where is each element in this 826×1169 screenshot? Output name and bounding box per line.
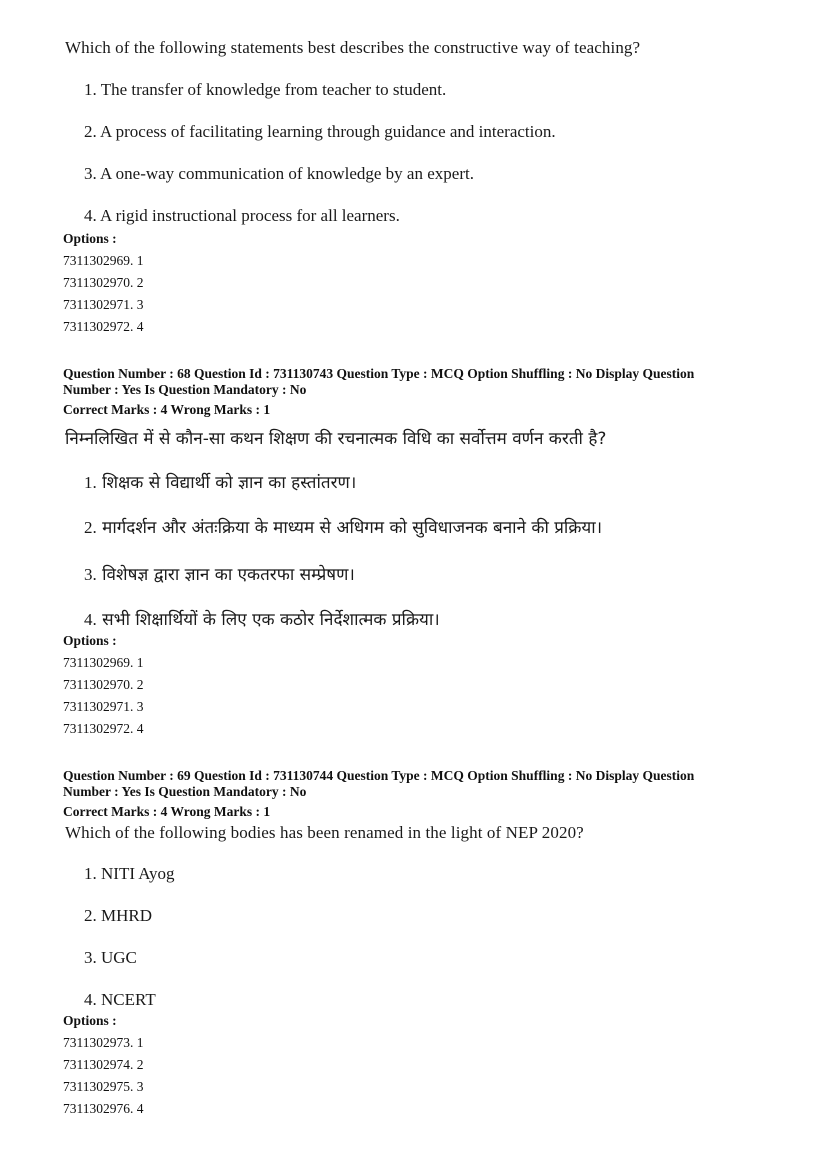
q69-option-3: 7311302975. 3: [63, 1079, 144, 1094]
q68-choice-1: [84, 470, 356, 493]
q68-choice-4-text: सभी शिक्षार्थियों के लिए एक कठोर निर्देशात्मक प्रक्रिया।: [102, 610, 440, 630]
q68-meta-line-2: Number : Yes Is Question Mandatory : No: [63, 382, 307, 397]
q68-choice-2: [84, 515, 602, 538]
q67-choice-1: 1. The transfer of knowledge from teacher to student.: [84, 80, 447, 99]
q69-choice-1: 1. NITI Ayog: [84, 864, 175, 883]
q69-meta-line-1: Question Number : 69 Question Id : 731130744 Question Type : MCQ Option Shuffling : No Display Question: [63, 768, 695, 783]
q68-choice-3-number: 3.: [84, 565, 97, 584]
q68-marks: Correct Marks : 4 Wrong Marks : 1: [63, 402, 271, 417]
q68-choice-3-text: विशेषज्ञ द्वारा ज्ञान का एकतरफा सम्प्रेषण।: [102, 565, 355, 585]
q69-choice-3: 3. UGC: [84, 948, 137, 967]
q67-option-2: 7311302970. 2: [63, 275, 144, 290]
q69-choice-2: 2. MHRD: [84, 906, 153, 925]
q68-choice-2-text: मार्गदर्शन और अंतःक्रिया के माध्यम से अधिगम को सुविधाजनक बनाने की प्रक्रिया।: [102, 518, 603, 538]
q68-choice-4-number: 4.: [84, 610, 97, 629]
q69-marks: Correct Marks : 4 Wrong Marks : 1: [63, 804, 271, 819]
q69-option-2: 7311302974. 2: [63, 1057, 144, 1072]
q68-option-1: 7311302969. 1: [63, 655, 144, 670]
q69-choice-4: 4. NCERT: [84, 990, 156, 1009]
q68-options-label: Options :: [63, 633, 117, 648]
q67-stem: Which of the following statements best describes the constructive way of teaching?: [65, 38, 641, 57]
q67-option-1: 7311302969. 1: [63, 253, 144, 268]
q68-choice-1-number: 1.: [84, 473, 97, 492]
q68-meta-line-1: Question Number : 68 Question Id : 731130743 Question Type : MCQ Option Shuffling : No Display Question: [63, 366, 695, 381]
q69-stem: Which of the following bodies has been renamed in the light of NEP 2020?: [65, 823, 584, 842]
q68-choice-1-text: शिक्षक से विद्यार्थी को ज्ञान का हस्तांतरण।: [102, 473, 357, 493]
q67-choice-2: 2. A process of facilitating learning through guidance and interaction.: [84, 122, 556, 141]
q67-choice-4: 4. A rigid instructional process for all learners.: [84, 206, 400, 225]
q68-choice-3: [84, 562, 355, 585]
q67-option-3: 7311302971. 3: [63, 297, 144, 312]
q68-stem: निम्नलिखित में से कौन-सा कथन शिक्षण की रचनात्मक विधि का सर्वोत्तम वर्णन करती है?: [65, 429, 607, 449]
q68-option-3: 7311302971. 3: [63, 699, 144, 714]
q68-option-4: 7311302972. 4: [63, 721, 144, 736]
q68-choice-2-number: 2.: [84, 518, 97, 537]
q68-option-2: 7311302970. 2: [63, 677, 144, 692]
q69-option-4: 7311302976. 4: [63, 1101, 144, 1116]
q69-option-1: 7311302973. 1: [63, 1035, 144, 1050]
q67-option-4: 7311302972. 4: [63, 319, 144, 334]
q68-choice-4: [84, 607, 440, 630]
q67-choice-3: 3. A one-way communication of knowledge by an expert.: [84, 164, 474, 183]
q67-options-label: Options :: [63, 231, 117, 246]
q69-options-label: Options :: [63, 1013, 117, 1028]
q69-meta-line-2: Number : Yes Is Question Mandatory : No: [63, 784, 307, 799]
